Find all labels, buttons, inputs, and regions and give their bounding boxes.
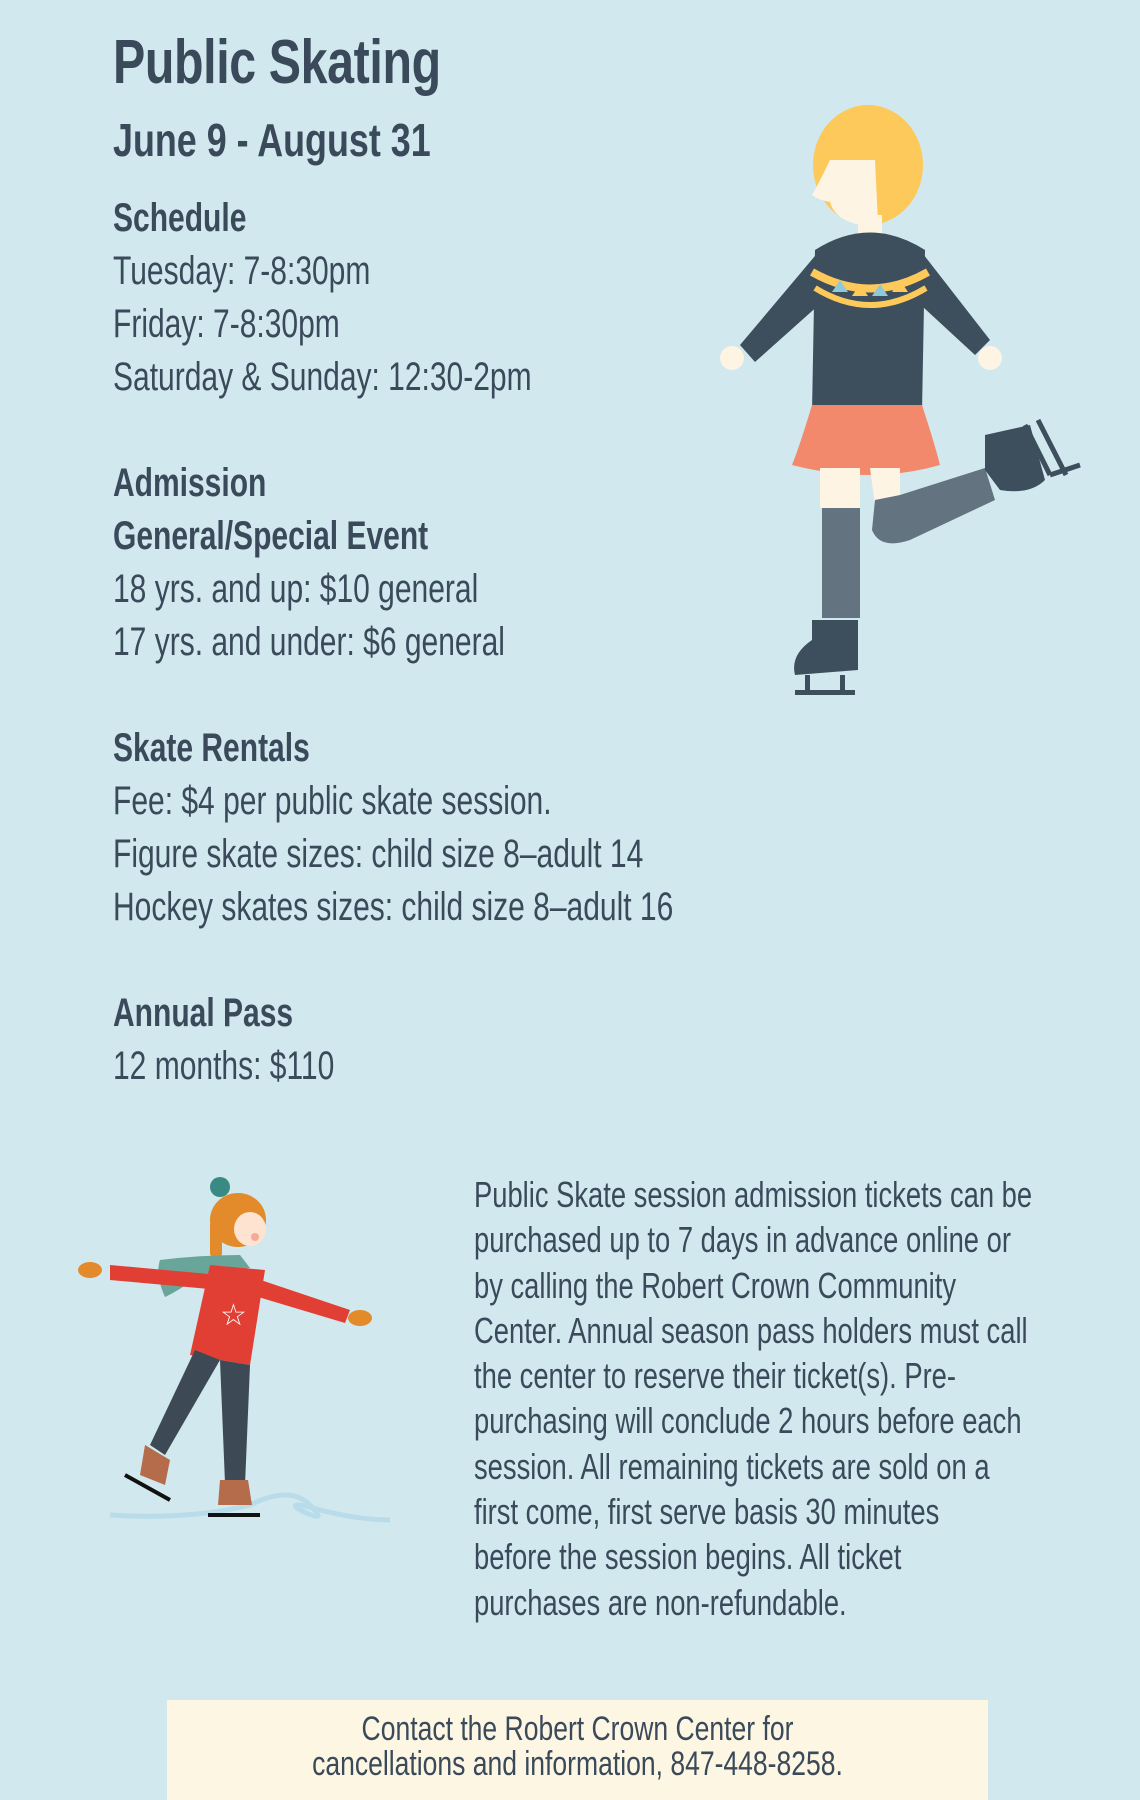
admission-section (113, 457, 636, 669)
ticket-info-paragraph (474, 1172, 1104, 1625)
annual-pass-section (113, 987, 408, 1093)
paragraph-line: purchased up to 7 days in advance online or (474, 1219, 1011, 1261)
rentals-line: Hockey skates sizes: child size 8–adult 16 (113, 885, 674, 929)
paragraph-line: by calling the Robert Crown Community (474, 1264, 957, 1306)
contact-box (167, 1700, 988, 1800)
schedule-section (113, 192, 671, 404)
paragraph-line: Public Skate session admission tickets can be (474, 1174, 1033, 1215)
svg-text:☆: ☆ (220, 1298, 247, 1333)
admission-heading: Admission (113, 461, 267, 505)
rentals-line: Fee: $4 per public skate session. (113, 779, 552, 823)
rentals-line: Figure skate sizes: child size 8–adult 14 (113, 832, 644, 876)
skate-rentals-section (113, 722, 860, 934)
annual-pass-line: 12 months: $110 (113, 1044, 335, 1088)
skater-boy-illustration (70, 1165, 410, 1545)
schedule-line: Tuesday: 7-8:30pm (113, 249, 371, 293)
date-range: June 9 - August 31 (113, 114, 431, 166)
paragraph-line: before the session begins. All ticket (474, 1536, 902, 1578)
rentals-heading: Skate Rentals (113, 726, 310, 770)
annual-pass-heading: Annual Pass (113, 991, 294, 1035)
paragraph-line: purchasing will conclude 2 hours before each (474, 1400, 1022, 1442)
admission-subheading: General/Special Event (113, 514, 429, 558)
paragraph-line: Center. Annual season pass holders must call (474, 1309, 1028, 1351)
contact-line: Contact the Robert Crown Center for (361, 1710, 794, 1748)
contact-line: cancellations and information, 847-448-8258. (312, 1745, 843, 1783)
admission-line: 17 yrs. and under: $6 general (113, 620, 505, 664)
paragraph-line: first come, first serve basis 30 minutes (474, 1491, 940, 1533)
schedule-line: Saturday & Sunday: 12:30-2pm (113, 355, 532, 399)
schedule-heading: Schedule (113, 196, 247, 240)
admission-line: 18 yrs. and up: $10 general (113, 567, 479, 611)
schedule-line: Friday: 7-8:30pm (113, 302, 340, 346)
paragraph-line: session. All remaining tickets are sold on a (474, 1445, 990, 1487)
paragraph-line: purchases are non-refundable. (474, 1581, 847, 1623)
paragraph-line: the center to reserve their ticket(s). Pre- (474, 1355, 957, 1397)
page-title: Public Skating (113, 28, 441, 97)
figure-skater-girl-illustration (700, 100, 1100, 720)
